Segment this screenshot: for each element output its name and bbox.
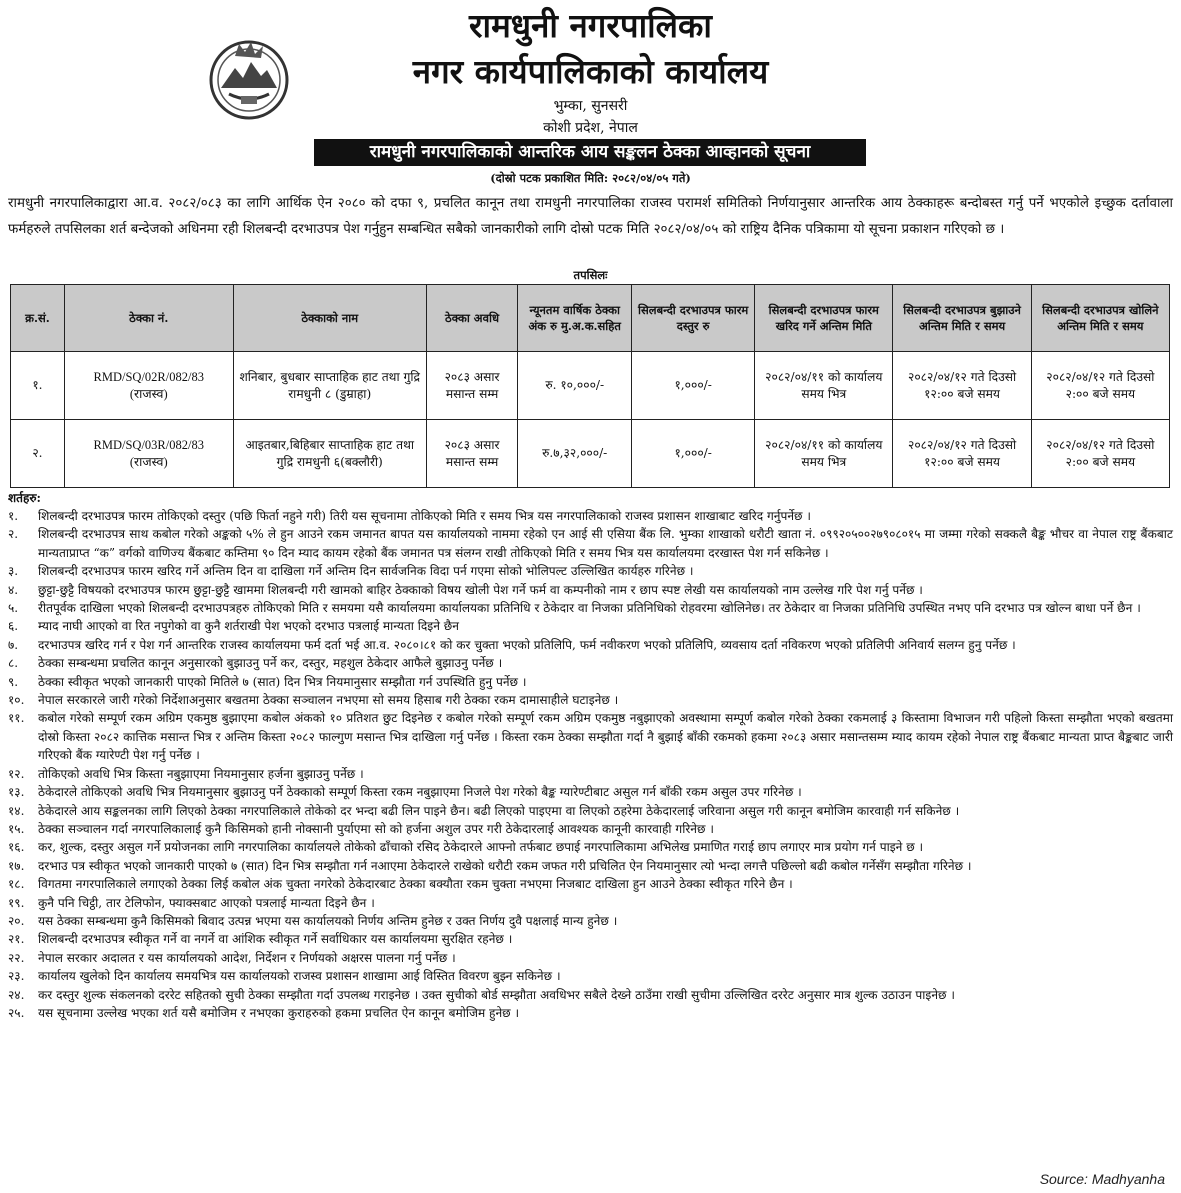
list-item <box>8 949 1173 967</box>
table-row <box>11 352 1170 420</box>
conditions-list <box>8 507 1173 1022</box>
cell-submit-date: २०८२/०४/१२ गते दिउसो १२:०० बजे समय <box>893 420 1031 488</box>
intro-paragraph: रामधुनी नगरपालिकाद्वारा आ.व. २०८२/०८३ का लागि आर्थिक ऐन २०८० को दफा ९, प्रचलित कानून तथा रामधुनी नगरपालिका राजस्व परामर्श समितिको निर्णयानुसार आन्तरिक आय ठेक्काहरू बन्दोबस्त गर्नु पर्ने भएकोले इच्छुक दर्तावाला फर्महरुले तपसिलका शर्त बन्देजको अधिनमा रही शिलबन्दी दरभाउपत्र पेश गर्नुहुन सम्बन्धित सबैको जानकारीको लागि दोस्रो पटक मिति २०८२/०४/०५ को राष्ट्रिय दैनिक पत्रिकामा यो सूचना प्रकाशन गरिएको छ । <box>8 196 1173 237</box>
cell-form-fee: १,०००/- <box>632 420 755 488</box>
list-item <box>8 507 1173 525</box>
condition-number: ११. <box>8 711 25 726</box>
condition-number: ५. <box>8 601 19 616</box>
contract-code: RMD/SQ/03R/082/83 <box>93 437 204 452</box>
condition-text: यस ठेक्का सम्बन्धमा कुनै किसिमको बिवाद उत्पन्न भएमा यस कार्यालयको निर्णय अन्तिम हुनेछ र उक्त निर्णय दुवै पक्षलाई मान्य हुनेछ । <box>38 913 618 928</box>
condition-text: दरभाउ पत्र स्वीकृत भएको जानकारी पाएको ७ (सात) दिन भित्र सम्झौता गर्न नआएमा ठेकेदारले राखेको धरौटी रकम जफत गरी प्रचिलित ऐन नियमानुसार त्यो भन्दा लगत्तै पछिल्लो बढी कबोल गर्नेसँग सम्झौता गरिनेछ । <box>38 858 972 873</box>
col-header-name: ठेक्काको नाम <box>233 285 426 352</box>
condition-number: १८. <box>8 877 25 892</box>
condition-text: कार्यालय खुलेको दिन कार्यालय समयभित्र यस कार्यालयको राजस्व प्रशासन शाखामा आई विस्तित विवरण बुझ्न सकिनेछ । <box>38 969 561 984</box>
cell-form-fee: १,०००/- <box>632 352 755 420</box>
cell-period: २०८३ असार मसान्त सम्म <box>426 420 518 488</box>
condition-number: १६. <box>8 840 25 855</box>
condition-text: कबोल गरेको सम्पूर्ण रकम अग्रिम एकमुष्ठ बुझाएमा कबोल अंकको १० प्रतिशत छुट दिइनेछ र कबोल गरेको सम्पूर्ण रकम अग्रिम एकमुष्ठ नबुझाएको अवस्थामा सम्पूर्ण कबोल गरेको ठेक्का रकमलाई ३ किस्तामा विभाजन गरी पहिलो किस्ता सम्झौता भएको बखतमा दोस्रो किस्ता २०८२ कात्तिक मसान्त भित्र र अन्तिम किस्ता २०८२ फाल्गुण मसान्त भित्र दाखिला गर्नु पर्नेछ । किस्ता रकम ठेक्का सम्झौता गर्दा नै बुझाई बाँकी रकमको हकमा २०८३ असार मसान्तसम्म म्याद कायम रहेको नेपाल राष्ट्र बैंकबाट मान्यता प्राप्त बैङ्कबाट जारी गरिएको बैंक ग्यारेण्टी पेश गर्नु पर्नेछ । <box>38 711 1173 763</box>
list-item <box>8 1004 1173 1022</box>
condition-text: ठेक्का सञ्चालन गर्दा नगरपालिकालाई कुनै किसिमको हानी नोक्सानी पुर्याएमा सो को हर्जना अशुल उपर गरी ठेकेदारलाई आवश्यक कानूनी कारवाही गरिनेछ । <box>38 821 714 836</box>
cell-min-amount: रु.७,३२,०००/- <box>518 420 632 488</box>
table-header-row <box>11 285 1170 352</box>
condition-text: छुट्टा-छुट्टै विषयको दरभाउपत्र फारम छुट्टा-छुट्टै खाममा शिलबन्दी गरी खामको बाहिर ठेक्काको विषय खोली पेश गर्ने फर्म वा कम्पनीको नाम र छाप स्पष्ट लेखी यस कार्यालयको नाम उल्लेख गरि पेश गर्नु पर्नेछ । <box>38 582 923 597</box>
conditions-title: शर्तहरु: <box>8 491 41 505</box>
condition-number: १०. <box>8 693 25 708</box>
condition-number: १५. <box>8 821 25 836</box>
contract-code-sub: (राजस्व) <box>129 454 168 469</box>
col-header-min-amount: न्यूनतम वार्षिक ठेक्का अंक रु मु.अ.क.सहित <box>518 285 632 352</box>
publication-note: (दोस्रो पटक प्रकाशित मिति: २०८२/०४/०५ गते) <box>490 171 691 185</box>
condition-text: यस सूचनामा उल्लेख भएका शर्त यसै बमोजिम र नभएका कुराहरुको हकमा प्रचलित ऐन कानून बमोजिम हुनेछ । <box>38 1005 520 1020</box>
condition-number: ३. <box>8 564 19 579</box>
notice-title-banner: रामधुनी नगरपालिकाको आन्तरिक आय सङ्कलन ठेक्का आव्हानको सूचना <box>314 139 866 166</box>
cell-purchase-date: २०८२/०४/११ को कार्यालय समय भित्र <box>755 420 893 488</box>
cell-purchase-date: २०८२/०४/११ को कार्यालय समय भित्र <box>755 352 893 420</box>
condition-number: २५. <box>8 1005 25 1020</box>
condition-number: १. <box>8 509 19 523</box>
condition-text: शिलबन्दी दरभाउपत्र फारम खरिद गर्ने अन्तिम दिन वा दाखिला गर्ने अन्तिम दिन सार्वजनिक विदा पर्न गएमा सोको भोलिपल्ट उल्लिखित कार्यहरु गरिनेछ । <box>38 564 694 579</box>
condition-number: २२. <box>8 950 25 965</box>
condition-text: ठेकेदारले आय सङ्कलनका लागि लिएको ठेक्का नगरपालिकाले तोकेको दर भन्दा बढी लिन पाइने छैन। बढी लिएको पाइएमा वा लिएको ठहरेमा ठेकेदारलाई जरिवाना असुल गरी कानून बमोजिम कारवाही गर्न सकिनेछ । <box>38 803 960 818</box>
contract-table <box>10 284 1170 488</box>
source-credit: Source: Madhyanha <box>1039 1171 1165 1187</box>
list-item <box>8 525 1173 562</box>
list-item <box>8 673 1173 691</box>
col-header-period: ठेक्का अवधि <box>426 285 518 352</box>
condition-number: १२. <box>8 766 25 781</box>
notice-header <box>0 0 1181 190</box>
condition-number: २१. <box>8 932 25 947</box>
list-item <box>8 783 1173 801</box>
contract-code-sub: (राजस्व) <box>129 386 168 401</box>
cell-code <box>64 352 233 420</box>
condition-number: २०. <box>8 913 25 928</box>
condition-text: ठेक्का सम्बन्धमा प्रचलित कानून अनुसारको बुझाउनु पर्ने कर, दस्तुर, महशुल ठेकेदार आफैले बुझाउनु पर्नेछ । <box>38 656 503 671</box>
list-item <box>8 654 1173 672</box>
col-header-purchase-date: सिलबन्दी दरभाउपत्र फारम खरिद गर्ने अन्तिम मिति <box>755 285 893 352</box>
cell-min-amount: रु. १०,०००/- <box>518 352 632 420</box>
condition-text: तोकिएको अवधि भित्र किस्ता नबुझाएमा नियमानुसार हर्जना बुझाउनु पर्नेछ । <box>38 766 364 781</box>
cell-open-date: २०८२/०४/१२ गते दिउसो २:०० बजे समय <box>1031 420 1169 488</box>
cell-period: २०८३ असार मसान्त सम्म <box>426 352 518 420</box>
condition-text: रीतपूर्वक दाखिला भएको शिलबन्दी दरभाउपत्रहरु तोकिएको मिति र समयमा यसै कार्यालयमा कार्यालयका प्रतिनिधि र ठेकेदार वा निजका प्रतिनिधिको रोहवरमा खोलिनेछ। तर ठेकेदार वा निजका प्रतिनिधि उपस्थित नभए पनि दरभाउ पत्र खोल्न बाधा पर्ने छैन । <box>38 601 1141 616</box>
cell-code <box>64 420 233 488</box>
condition-text: म्याद नाघी आएको वा रित नपुगेको वा कुनै शर्तराखी पेश भएको दरभाउ पत्रलाई मान्यता दिइने छैन <box>38 619 459 634</box>
municipality-name: रामधुनी नगरपालिका <box>469 6 712 45</box>
office-location: भुम्का, सुनसरी <box>553 98 628 114</box>
contract-code: RMD/SQ/02R/082/83 <box>93 369 204 384</box>
list-item <box>8 912 1173 930</box>
cell-submit-date: २०८२/०४/१२ गते दिउसो १२:०० बजे समय <box>893 352 1031 420</box>
condition-text: नेपाल सरकारले जारी गरेको निर्देशाअनुसार बखतमा ठेक्का सञ्चालन नभएमा सो समय हिसाब गरी ठेक्का रकम दामासाहीले घटाइनेछ । <box>38 693 619 708</box>
condition-text: शिलबन्दी दरभाउपत्र फारम तोकिएको दस्तुर (पछि फिर्ता नहुने गरी) तिरी यस सूचनामा तोकिएको मिति र समय भित्र यस नगरपालिकाको राजस्व प्रशासन शाखाबाट खरिद गर्नुपर्नेछ । <box>38 509 811 523</box>
condition-number: ६. <box>8 619 19 634</box>
list-item <box>8 967 1173 985</box>
condition-text: दरभाउपत्र खरिद गर्न र पेश गर्न आन्तरिक राजस्व कार्यालयमा फर्म दर्ता भई आ.व. २०८०।८१ को कर चुक्ता भएको प्रतिलिपि, फर्म नवीकरण भएको प्रतिलिपि, व्यवसाय दर्ता नविकरण भएको प्रतिलिपी अनिवार्य सलग्न हुनु पर्नेछ । <box>38 637 1016 652</box>
list-item <box>8 709 1173 764</box>
table-row <box>11 420 1170 488</box>
list-item <box>8 691 1173 709</box>
list-item <box>8 562 1173 580</box>
list-item <box>8 765 1173 783</box>
condition-text: ठेक्का स्वीकृत भएको जानकारी पाएको मितिले ७ (सात) दिन भित्र नियमानुसार सम्झौता गर्न उपस्थिति हुनु पर्नेछ । <box>38 674 527 689</box>
col-header-submit-date: सिलबन्दी दरभाउपत्र बुझाउने अन्तिम मिति र समय <box>893 285 1031 352</box>
condition-text: शिलबन्दी दरभाउपत्र साथ कबोल गरेको अङ्कको ५% ले हुन आउने रकम जमानत बापत यस कार्यालयको नाममा रहेको एन आई सी एसिया बैंक लि. भुम्का शाखाको धरौटी खाता नं. ०९९२०५००२७९०८०१५ मा जम्मा गरेको सक्कलै बैङ्क भौचर वा नेपाल राष्ट्र बैंकबाट मान्यताप्राप्त “क” वर्गको वाणिज्य बैंकबाट कम्तिमा ९० दिन म्याद कायम रहेको बैंक जमानत पत्र संलग्न राखी तोकिएको मिति र समय भित्र यस कार्यालयमा दरखास्त पेश गर्न सकिनेछ । <box>38 527 1173 560</box>
office-province: कोशी प्रदेश, नेपाल <box>543 120 638 136</box>
col-header-form-fee: सिलबन्दी दरभाउपत्र फारम दस्तुर रु <box>632 285 755 352</box>
list-item <box>8 599 1173 617</box>
list-item <box>8 894 1173 912</box>
cell-sn: २. <box>11 420 65 488</box>
condition-text: शिलबन्दी दरभाउपत्र स्वीकृत गर्ने वा नगर्ने वा आंशिक स्वीकृत गर्ने सर्वाधिकार यस कार्यालयमा सुरक्षित रहनेछ । <box>38 932 513 947</box>
col-header-sn: क्र.सं. <box>11 285 65 352</box>
office-name: नगर कार्यपालिकाको कार्यालय <box>412 52 769 91</box>
condition-number: ७. <box>8 637 19 652</box>
list-item <box>8 581 1173 599</box>
list-item <box>8 802 1173 820</box>
condition-text: विगतमा नगरपालिकाले लगाएको ठेक्का लिई कबोल अंक चुक्ता नगरेको ठेकेदारबाट ठेक्का बक्यौता रकम चुक्ता नभएमा निजबाट दाखिला हुन आउने ठेक्का स्वीकृत गरिने छैन । <box>38 877 793 892</box>
list-item <box>8 820 1173 838</box>
condition-number: १३. <box>8 785 25 800</box>
condition-number: २. <box>8 527 19 542</box>
cell-open-date: २०८२/०४/१२ गते दिउसो २:०० बजे समय <box>1031 352 1169 420</box>
condition-number: २३. <box>8 969 25 984</box>
condition-number: १९. <box>8 895 25 910</box>
schedule-label: तपसिलः <box>573 268 608 282</box>
cell-name: आइतबार,बिहिबार साप्ताहिक हाट तथा गुद्रि रामधुनी ६(बक्लौरी) <box>233 420 426 488</box>
condition-number: ८. <box>8 656 19 671</box>
condition-number: ४. <box>8 582 19 597</box>
cell-name: शनिबार, बुधबार साप्ताहिक हाट तथा गुद्रि रामधुनी ८ (डुम्राहा) <box>233 352 426 420</box>
condition-text: नेपाल सरकार अदालत र यस कार्यालयको आदेश, निर्देशन र निर्णयको अक्षरस पालना गर्नु पर्नेछ । <box>38 950 456 965</box>
list-item <box>8 617 1173 635</box>
col-header-code: ठेक्का नं. <box>64 285 233 352</box>
condition-text: ठेकेदारले तोकिएको अवधि भित्र नियमानुसार बुझाउनु पर्ने ठेक्काको सम्पूर्ण किस्ता रकम नबुझाएमा निजले पेश गरेको बैङ्क ग्यारेण्टीबाट असुल गर्न बाँकी रकम असुल उपर गरिनेछ । <box>38 785 802 800</box>
list-item <box>8 838 1173 856</box>
condition-text: कर, शुल्क, दस्तुर असुल गर्ने प्रयोजनका लागि नगरपालिका कार्यालयले तोकेको ढाँचाको रसिद ठेकेदारले आफ्नो तर्फबाट छपाई नगरपालिकामा अभिलेख प्रमाणित गराई छाप लगाएर मात्र प्रयोग गर्न पाइने छ । <box>38 840 924 855</box>
cell-sn: १. <box>11 352 65 420</box>
col-header-open-date: सिलबन्दी दरभाउपत्र खोलिने अन्तिम मिति र समय <box>1031 285 1169 352</box>
list-item <box>8 636 1173 654</box>
list-item <box>8 857 1173 875</box>
condition-number: ९. <box>8 674 19 689</box>
list-item <box>8 875 1173 893</box>
condition-text: कुनै पनि चिट्ठी, तार टेलिफोन, फ्याक्सबाट आएको पत्रलाई मान्यता दिइने छैन । <box>38 895 375 910</box>
condition-number: १७. <box>8 858 25 873</box>
list-item <box>8 986 1173 1004</box>
condition-number: १४. <box>8 803 25 818</box>
condition-number: २४. <box>8 987 25 1002</box>
list-item <box>8 930 1173 948</box>
condition-text: कर दस्तुर शुल्क संकलनको दररेट सहितको सुची ठेक्का सम्झौता गर्दा उपलब्ध गराइनेछ । उक्त सुचीको बोर्ड सम्झौता अवधिभर सबैले देख्ने ठाउँमा राखी सुचीमा उल्लिखित दररेट अनुसार मात्र शुल्क उठाउन पाइनेछ । <box>38 987 955 1002</box>
